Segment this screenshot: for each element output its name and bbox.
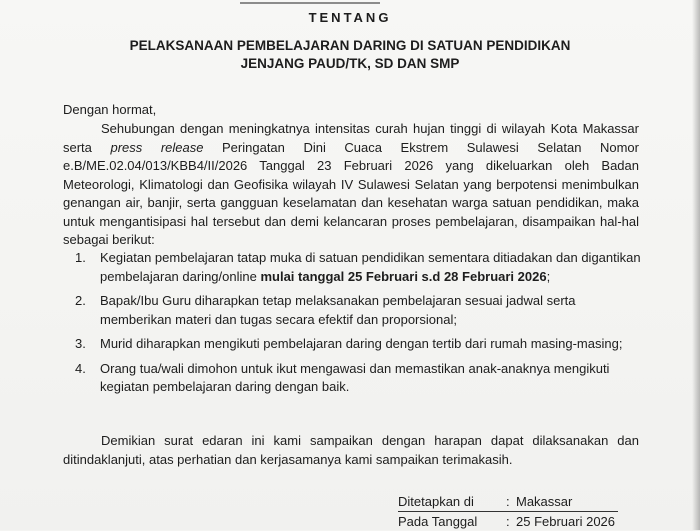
place-value: Makassar xyxy=(516,494,573,509)
press-release-emphasis: press release xyxy=(110,139,204,155)
opening-paragraph xyxy=(63,120,639,250)
list-item-text-end: ; xyxy=(546,268,551,284)
date-value: 25 Februari 2026 xyxy=(516,514,616,529)
list-item-number: 2. xyxy=(75,293,86,308)
list-item xyxy=(75,360,645,397)
date-label: Pada Tanggal xyxy=(398,514,478,529)
place-label: Ditetapkan di xyxy=(398,494,474,509)
opening-paragraph-part-1: Sehubungan dengan meningkatnya intensitas curah hujan tinggi di wilayah Kota Makassar serta xyxy=(63,121,639,155)
letter-about-heading: TENTANG xyxy=(308,10,392,25)
letter-subject-line-2: JENJANG PAUD/TK, SD DAN SMP xyxy=(240,56,460,71)
colon: : xyxy=(506,514,510,529)
list-item-text xyxy=(100,249,645,286)
cropped-header-remnant xyxy=(240,0,380,4)
greeting: Dengan hormat, xyxy=(63,102,157,117)
list-item-number: 1. xyxy=(75,250,86,265)
list-item xyxy=(75,292,645,329)
date-range-bold: mulai tanggal 25 Februari s.d 28 Februari 2026 xyxy=(260,268,547,284)
list-item xyxy=(75,249,645,286)
list-item-number: 4. xyxy=(75,360,86,376)
list-item-text: Bapak/Ibu Guru diharapkan tetap melaksanakan pembelajaran sesuai jadwal serta memberikan materi dan tugas secara efektif dan proporsional; xyxy=(100,293,576,327)
colon: : xyxy=(506,494,510,509)
list-item xyxy=(75,335,645,354)
signature-date-row xyxy=(398,513,615,531)
list-item-text: Murid diharapkan mengikuti pembelajaran daring dengan tertib dari rumah masing-masing; xyxy=(100,336,623,351)
letter-subject-line-1: PELAKSANAAN PEMBELAJARAN DARING DI SATUAN PENDIDIKAN xyxy=(129,38,571,53)
closing-paragraph: Demikian surat edaran ini kami sampaikan dengan harapan dapat dilaksanakan dan ditindaklanjuti, atas perhatian dan kerjasamanya kami sampaikan terimakasih. xyxy=(63,433,639,467)
list-item-text-part: Kegiatan pembelajaran tatap muka di satuan pendidikan sementara ditiadakan dan digantikan pembelajaran daring/online xyxy=(100,250,641,284)
signature-divider xyxy=(398,511,618,512)
list-item-number: 3. xyxy=(75,336,86,351)
instruction-list xyxy=(75,249,645,403)
signature-place-row xyxy=(398,493,572,511)
page-edge-shadow xyxy=(692,0,700,530)
opening-paragraph-part-2: Peringatan Dini Cuaca Ekstrem Sulawesi Selatan Nomor e.B/ME.02.04/013/KBB4/II/2026 Tanggal 23 Februari 2026 yang dikeluarkan oleh Badan Meteorologi, Klimatologi dan Geofisika wilayah IV Sulawesi Selatan yang berpotensi menimbulkan genangan air, banjir, serta gangguan keselamatan dan kesehatan warga satuan pendidikan, maka untuk mengantisipasi hal tersebut dan demi kelancaran proses pembelajaran, disampaikan hal-hal sebagai berikut: xyxy=(63,139,639,247)
list-item-text: Orang tua/wali dimohon untuk ikut mengawasi dan memastikan anak-anaknya mengikuti kegiatan pembelajaran daring dengan baik. xyxy=(100,360,610,394)
